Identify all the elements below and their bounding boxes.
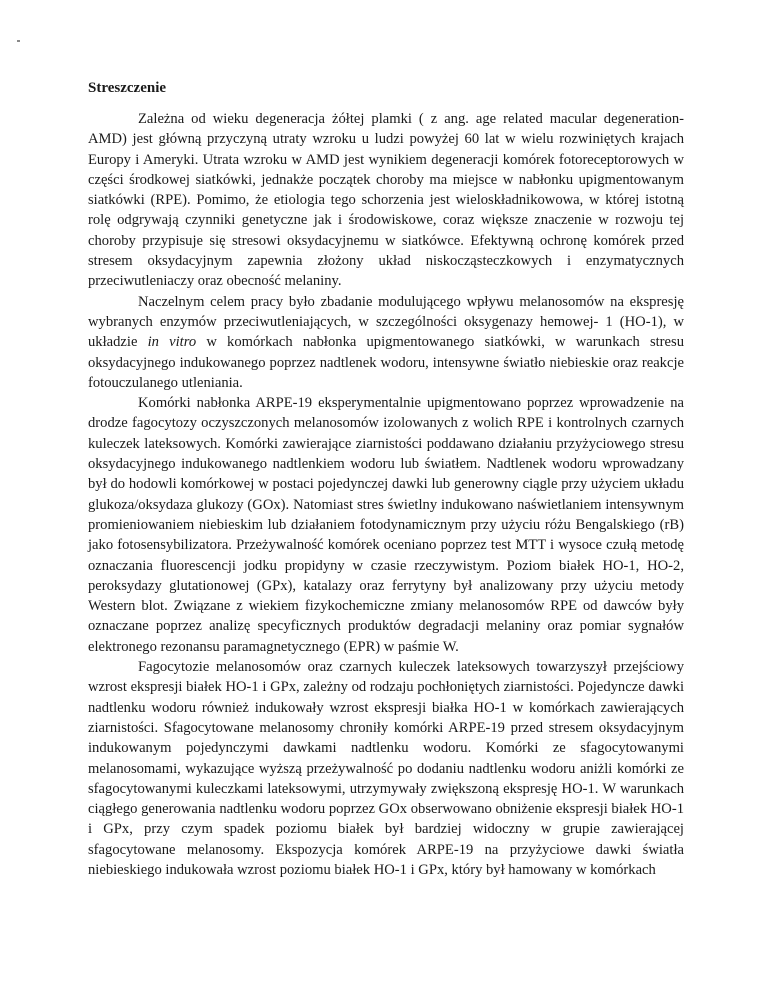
document-page xyxy=(88,79,684,880)
paragraph-4 xyxy=(88,657,684,880)
paragraph-1 xyxy=(88,109,684,292)
paragraph-2 xyxy=(88,292,684,393)
paragraph-text: Zależna od wieku degeneracja żółtej plamki ( z ang. age related macular degeneration- AMD) jest główną przyczyną utraty wzroku u ludzi powyżej 60 lat w wielu rozwiniętych krajach Europy i Ameryki. Utrata wzroku w AMD jest wynikiem degeneracji komórek fotoreceptorowych w części środkowej siatkówki, jednakże początek choroby ma miejsce w nabłonku upigmentowanym siatkówki (RPE). Pomimo, że etiologia tego schorzenia jest wieloskładnikowowa, w której istotną rolę odgrywają czynniki genetyczne jak i środowiskowe, coraz większe znaczenie w rozwoju tej choroby przypisuje się stresowi oksydacyjnemu w siatkówce. Efektywną ochronę komórek przed stresem oksydacyjnym zapewnia złożony układ niskocząsteczkowych i enzymatycznych przeciwutleniaczy oraz obecność melaniny. xyxy=(88,111,684,290)
italic-term: in vitro xyxy=(147,334,197,351)
paragraph-3 xyxy=(88,393,684,657)
scan-artifact xyxy=(17,40,20,42)
paragraph-text: w komórkach nabłonka upigmentowanego siatkówki, w warunkach stresu oksydacyjnego indukowanego poprzez nadtlenek wodoru, intensywne światło niebieskie oraz reakcje fotouczulanego utleniania. xyxy=(88,334,684,391)
paragraph-text: Fagocytozie melanosomów oraz czarnych kuleczek lateksowych towarzyszył przejściowy wzrost ekspresji białek HO-1 i GPx, zależny od rodzaju pochłoniętych ziarnistości. Pojedyncze dawki nadtlenku wodoru również indukowały wzrost ekspresji białka HO-1 w komórkach zawierających ziarnistości. Sfagocytowane melanosomy chroniły komórki ARPE-19 przed stresem oksydacyjnym indukowanym pojedynczymi dawkami nadtlenku wodoru. Komórki ze sfagocytowanymi melanosomami, wykazujące wyższą przeżywalność po dodaniu nadtlenku wodoru aniżli komórki ze sfagocytowanymi kuleczkami lateksowymi, utrzymywały zwiększoną ekspresję HO-1. W warunkach ciągłego generowania nadtlenku wodoru poprzez GOx obserwowano obniżenie ekspresji białek HO-1 i GPx, przy czym spadek poziomu białek był bardziej widoczny w grupie zawierającej sfagocytowane melanosomy. Ekspozycja komórek ARPE-19 na przyżyciowe dawki światła niebieskiego indukowała wzrost poziomu białek HO-1 i GPx, który był hamowany w komórkach xyxy=(88,659,684,878)
section-heading: Streszczenie xyxy=(88,80,167,96)
paragraph-text: Naczelnym celem pracy było zbadanie modulującego wpływu melanosomów na ekspresję wybranych enzymów przeciwutleniających, w szczególności oksygenazy hemowej- 1 (HO-1), w układzie xyxy=(88,293,684,351)
paragraph-text: Komórki nabłonka ARPE-19 eksperymentalnie upigmentowano poprzez wprowadzenie na drodze fagocytozy oczyszczonych melanosomów izolowanych z wolich RPE i kontrolnych czarnych kuleczek lateksowych. Komórki zawierające ziarnistości poddawano działaniu przyżyciowego stresu oksydacyjnego indukowanego nadtlenkiem wodoru lub światłem. Nadtlenek wodoru wprowadzany był do hodowli komórkowej w postaci pojedynczej dawki lub generowny ciągle przy użyciem układu glukoza/oksydaza glukozy (GOx). Natomiast stres świetlny indukowano naświetlaniem intensywnym promieniowaniem niebieskim lub działaniem fotodynamicznym przy użyciu różu Bengalskiego (rB) jako fotosensybilizatora. Przeżywalność komórek oceniano poprzez test MTT i wysoce czułą metodę oznaczania fluorescencji jodku propidyny w czasie rzeczywistym. Poziom białek HO-1, HO-2, peroksydazy glutationowej (GPx), katalazy oraz ferrytyny był analizowany przy użyciu metody Western blot. Związane z wiekiem fizykochemiczne zmiany melanosomów RPE od dawców były oznaczane poprzez analizę specyficznych produktów degradacji melaniny oraz pomiar sygnałów elektronego rezonansu paramagnetycznego (EPR) w paśmie W. xyxy=(88,395,684,655)
